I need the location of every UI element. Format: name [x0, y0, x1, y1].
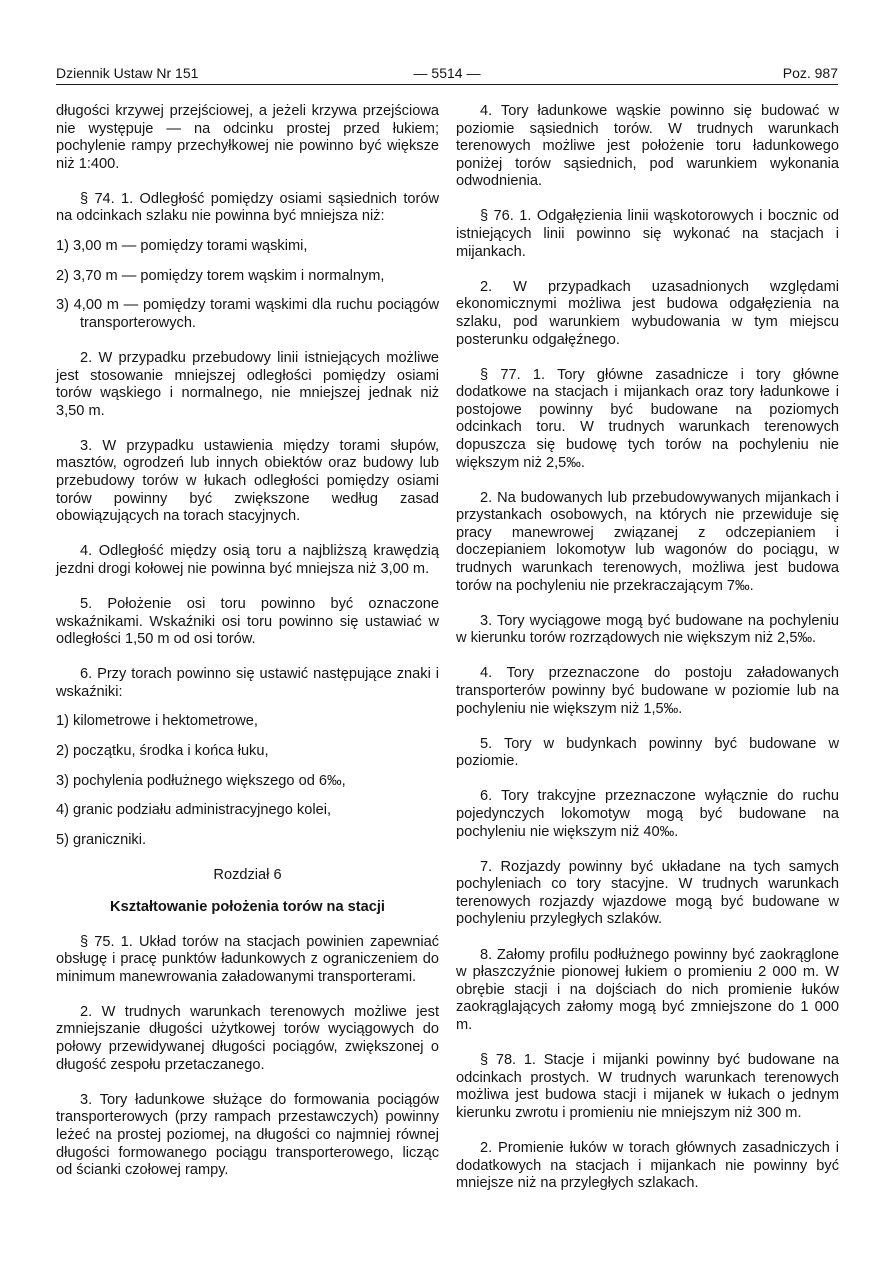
paragraph: długości krzywej przejściowej, a jeżeli krzywa przejściowa nie występuje — na odcinku prostej przed łukiem; pochylenie rampy przechyłkowej nie powinno być większe niż 1:400.: [56, 103, 439, 172]
list-item: 3) 4,00 m — pomiędzy torami wąskimi dla ruchu pociągów transporterowych.: [56, 297, 439, 331]
page-header: [56, 64, 838, 84]
paragraph: 3. Tory ładunkowe służące do formowania pociągów transporterowych (przy rampach przestawczych) powinny leżeć na prostej poziomej, na długości co najmniej równej długości formowanego pociągu transporterowego, licząc od ścianki czołowej rampy.: [56, 1091, 439, 1179]
paragraph: 2. W przypadku przebudowy linii istniejących możliwe jest stosowanie mniejszej odległości pomiędzy osiami torów wąskiego i normalnego, nie mniejszej jednak niż 3,50 m.: [56, 349, 439, 419]
paragraph: 5. Tory w budynkach powinny być budowane w poziomie.: [456, 735, 839, 770]
list-item: 2) początku, środka i końca łuku,: [56, 743, 269, 760]
page-number: — 5514 —: [413, 65, 481, 81]
list-item: 3) pochylenia podłużnego większego od 6‰,: [56, 772, 346, 789]
header-rule: [56, 84, 838, 85]
paragraph: 6. Przy torach powinno się ustawić następujące znaki i wskaźniki:: [56, 666, 439, 700]
section-75-paragraph: § 75. 1. Układ torów na stacjach powinien zapewniać obsługę i pracę punktów ładunkowych z ograniczeniem do minimum manewrowania załadowanymi transporterami.: [56, 933, 439, 985]
chapter-title: Kształtowanie położenia torów na stacji: [110, 898, 385, 915]
list-item: 5) graniczniki.: [56, 831, 147, 848]
section-76-paragraph: § 76. 1. Odgałęzienia linii wąskotorowych i bocznic od istniejących linii powinno się wykonać na stacjach i mijankach.: [456, 208, 839, 260]
paragraph: 4. Tory ładunkowe wąskie powinno się budować w poziomie sąsiednich torów. W trudnych warunkach terenowych możliwe jest położenie toru ładunkowego poniżej torów sąsiednich, pod warunkiem wykonania odwodnienia.: [456, 103, 839, 190]
paragraph: 4. Tory przeznaczone do postoju załadowanych transporterów powinny być budowane w poziomie lub na pochyleniu nie większym niż 1,5‰.: [456, 665, 839, 717]
section-77-paragraph: § 77. 1. Tory główne zasadnicze i tory główne dodatkowe na stacjach i mijankach oraz tory ładunkowe i postojowe powinny być budowane na poziomych odcinkach toru. W trudnych warunkach terenowych dopuszcza się budowę tych torów na pochyleniu nie większym niż 2,5‰.: [456, 366, 839, 471]
list-item: 1) 3,00 m — pomiędzy torami wąskimi,: [56, 238, 308, 255]
list-item: 4) granic podziału administracyjnego kolei,: [56, 802, 331, 819]
paragraph: 3. Tory wyciągowe mogą być budowane na pochyleniu w kierunku torów rozrządowych nie większym niż 2,5‰.: [456, 612, 839, 647]
list-item: 2) 3,70 m — pomiędzy torem wąskim i normalnym,: [56, 267, 385, 284]
paragraph: 6. Tory trakcyjne przeznaczone wyłącznie do ruchu pojedynczych lokomotyw mogą być budowane na pochyleniu nie większym niż 40‰.: [456, 788, 839, 840]
paragraph: 5. Położenie osi toru powinno być oznaczone wskaźnikami. Wskaźniki osi toru powinno się ustawiać w odległości 1,50 m od osi torów.: [56, 595, 439, 648]
paragraph: 3. W przypadku ustawienia między torami słupów, masztów, ogrodzeń lub innych obiektów oraz budowy lub przebudowy torów w łukach odległości pomiędzy osiami torów powinny być zwiększone według zasad obowiązujących na torach stacyjnych.: [56, 437, 439, 525]
chapter-number: Rozdział 6: [213, 866, 282, 883]
paragraph: 2. Na budowanych lub przebudowywanych mijankach i przystankach osobowych, na których nie przewiduje się pracy manewrowej związanej z odczepianiem i doczepianiem lokomotyw lub wagonów do pociągu, w trudnych warunkach terenowych, możliwa jest budowa torów na pochyleniu nie przekraczającym 7‰.: [456, 489, 839, 594]
section-74-paragraph: § 74. 1. Odległość pomiędzy osiami sąsiednich torów na odcinkach szlaku nie powinna być mniejsza niż:: [56, 190, 439, 225]
journal-title: Dziennik Ustaw Nr 151: [56, 65, 199, 81]
paragraph: 2. Promienie łuków w torach głównych zasadniczych i dodatkowych na stacjach i mijankach nie powinny być mniejsze niż na przyległych szlakach.: [456, 1139, 839, 1192]
paragraph: 8. Załomy profilu podłużnego powinny być zaokrąglone w płaszczyźnie pionowej łukiem o promieniu 2 000 m. W obrębie stacji i na dojściach do nich promienie łuków zaokrąglających załomy mogą być zmniejszone do 1 000 m.: [456, 946, 839, 1033]
list-item: 1) kilometrowe i hektometrowe,: [56, 713, 258, 730]
paragraph: 4. Odległość między osią toru a najbliższą krawędzią jezdni drogi kołowej nie powinna być mniejsza niż 3,00 m.: [56, 543, 439, 577]
paragraph: 2. W trudnych warunkach terenowych możliwe jest zmniejszanie długości użytkowej torów wyciągowych do połowy przewidywanej długości pociągów, zwiększonej o długość zespołu przetaczanego.: [56, 1003, 439, 1073]
left-column: [56, 103, 439, 1197]
section-78-paragraph: § 78. 1. Stacje i mijanki powinny być budowane na odcinkach prostych. W trudnych warunkach terenowych możliwa jest budowa stacji i mijanek w łukach o jednym kierunku zwrotu i promieniu nie mniejszym niż 300 m.: [456, 1052, 839, 1121]
paragraph: 7. Rozjazdy powinny być układane na tych samych pochyleniach co tory stacyjne. W trudnych warunkach terenowych rozjazdy wjazdowe mogą być budowane w pochyleniu przyległych szlaków.: [456, 858, 839, 928]
position-number: Poz. 987: [782, 65, 838, 81]
paragraph: 2. W przypadkach uzasadnionych względami ekonomicznymi możliwa jest budowa odgałęzienia na szlaku, pod warunkiem wybudowania w tym miejscu posterunku odgałęźnego.: [456, 278, 839, 348]
right-column: [456, 103, 839, 1210]
